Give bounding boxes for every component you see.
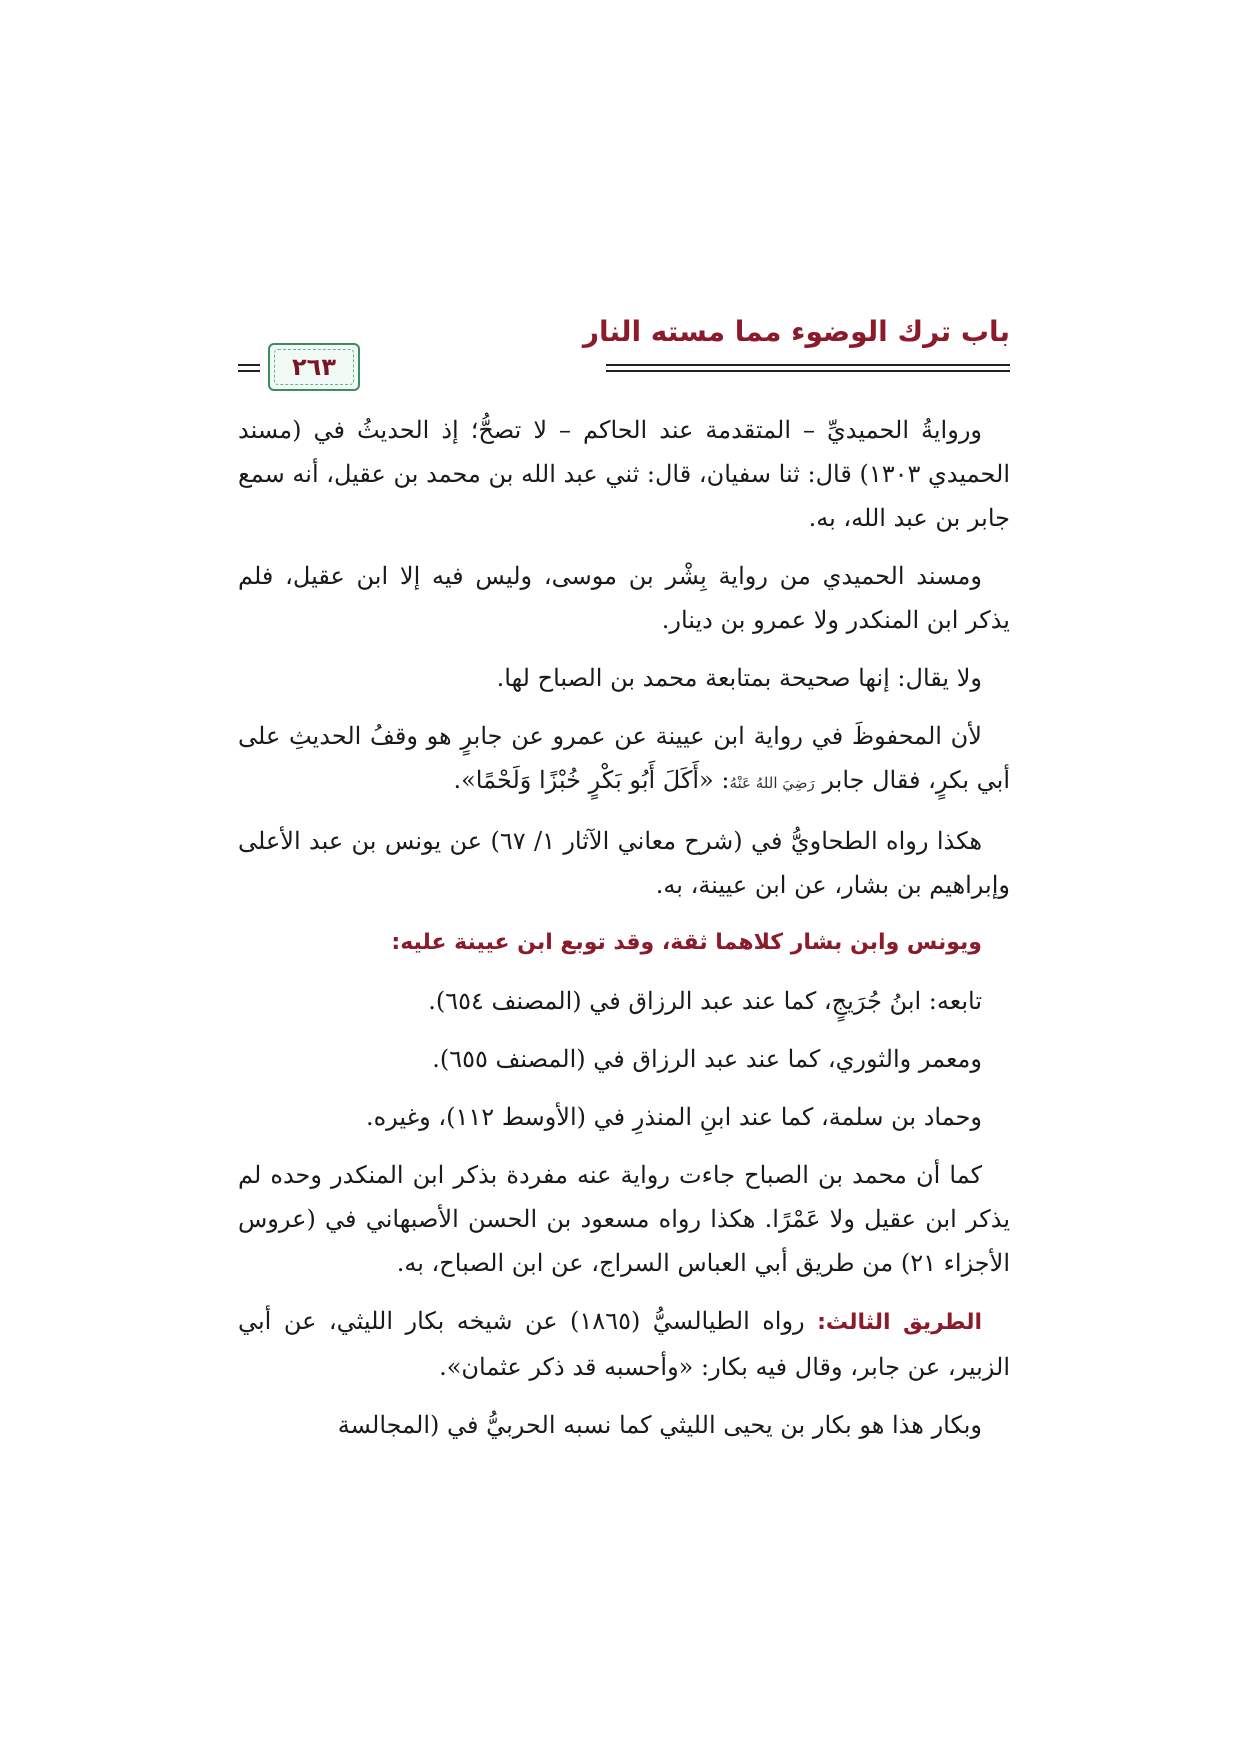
paragraph-not-said: ولا يقال: إنها صحيحة بمتابعة محمد بن الصباح لها. [496, 664, 982, 692]
third-path-text: رواه الطيالسيُّ (١٨٦٥) عن شيخه بكار الليثي، عن أبي الزبير، عن جابر، وقال فيه بكار: «وأحسبه قد ذكر عثمان». [238, 1307, 1010, 1381]
section-heading: ويونس وابن بشار كلاهما ثقة، وقد توبع ابن عيينة عليه: [391, 930, 982, 955]
header-rule-left-bottom [238, 370, 260, 372]
paragraph-musnad-humaydi: ومسند الحميدي من رواية بِشْر بن موسى، وليس فيه إلا ابن عقيل، فلم يذكر ابن المنكدر ولا عمرو بن دينار. [238, 562, 1010, 634]
paragraph-mahfuz-text: لأن المحفوظَ في رواية ابن عيينة عن عمرو عن جابرٍ هو وقفُ الحديثِ على أبي بكرٍ، فقال جابر [238, 722, 1010, 794]
paragraph-bakkar: وبكار هذا هو بكار بن يحيى الليثي كما نسبه الحربيُّ في (المجالسة [337, 1411, 982, 1439]
paragraph-third-path [238, 1299, 1010, 1389]
header-rule-top [606, 364, 1010, 366]
header-rule-bottom [606, 370, 1010, 372]
honorific-symbol: رَضِيَ اللهُ عَنْهُ [729, 774, 815, 792]
page-body [238, 408, 1010, 1461]
page-number-badge [268, 343, 360, 391]
followup-hammad: وحماد بن سلمة، كما عند ابنِ المنذرِ في (الأوسط ١١٢)، وغيره. [365, 1103, 982, 1131]
paragraph-mahfuz [238, 714, 1010, 805]
page-number: ٢٦٣ [292, 353, 336, 381]
paragraph-ibn-sabbah: كما أن محمد بن الصباح جاءت رواية عنه مفردة بذكر ابن المنكدر وحده لم يذكر ابن عقيل ولا عَمْرًا. هكذا رواه مسعود بن الحسن الأصبهاني في (عروس الأجزاء ٢١) من طريق أبي العباس السراج، عن ابن الصباح، به. [238, 1161, 1010, 1277]
paragraph-humaydi-narration: وروايةُ الحميديِّ – المتقدمة عند الحاكم – لا تصحُّ؛ إذ الحديثُ في (مسند الحميدي ١٣٠٣) قال: ثنا سفيان، قال: ثني عبد الله بن محمد بن عقيل، أنه سمع جابر بن عبد الله، به. [238, 416, 1010, 532]
followup-mamar-thawri: ومعمر والثوري، كما عند عبد الرزاق في (المصنف ٦٥٥). [432, 1045, 982, 1073]
page-header [238, 315, 1010, 385]
paragraph-tahawi: هكذا رواه الطحاويُّ في (شرح معاني الآثار ١/ ٦٧) عن يونس بن عبد الأعلى وإبراهيم بن بشار، عن ابن عيينة، به. [238, 827, 1010, 899]
header-rule-left-top [238, 364, 260, 366]
chapter-title: باب ترك الوضوء مما مسته النار [582, 315, 1010, 348]
followup-ibn-jurayj: تابعه: ابنُ جُرَيجٍ، كما عند عبد الرزاق في (المصنف ٦٥٤). [428, 987, 982, 1015]
quoted-hadith: : «أَكَلَ أَبُو بَكْرٍ خُبْزًا وَلَحْمًا». [453, 766, 730, 794]
third-path-label: الطريق الثالث: [817, 1310, 983, 1335]
